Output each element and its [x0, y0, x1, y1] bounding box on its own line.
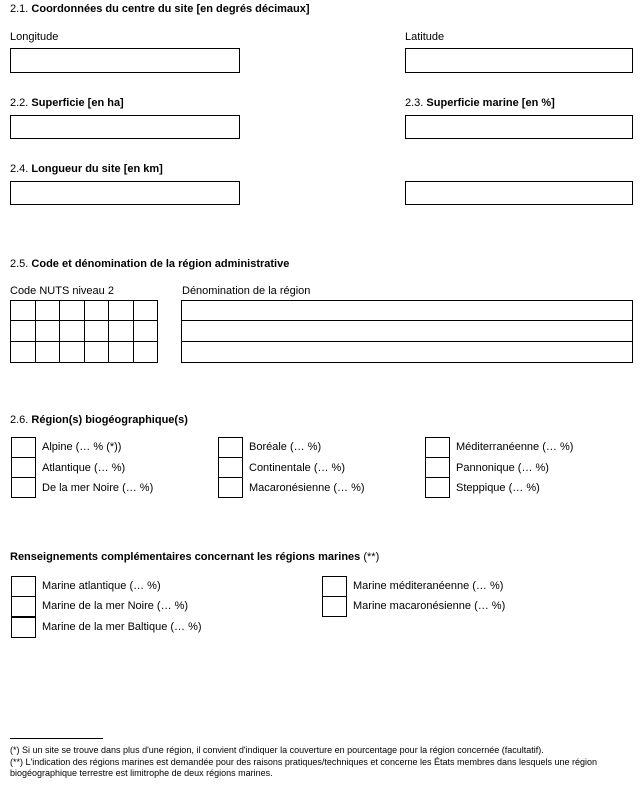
nuts-cell[interactable]	[60, 301, 85, 321]
section-2-5-heading	[10, 258, 289, 270]
section-number: 2.5.	[10, 258, 29, 270]
latitude-field[interactable]	[405, 48, 633, 73]
denomination-row[interactable]	[182, 301, 633, 321]
section-number: 2.2.	[10, 97, 29, 109]
footnote-rule	[10, 738, 103, 739]
bio-label: De la mer Noire (… %)	[42, 482, 154, 494]
section-number: 2.6.	[10, 414, 29, 426]
section-title: Région(s) biogéographique(s)	[31, 414, 188, 426]
checkbox-mer-noire[interactable]	[11, 477, 36, 498]
bio-label: Steppique (… %)	[456, 482, 540, 494]
bio-label: Boréale (… %)	[249, 441, 322, 453]
marine-title: Renseignements complémentaires concernant les régions marines	[10, 551, 361, 563]
checkbox-atlantique[interactable]	[11, 457, 36, 478]
nuts-cell[interactable]	[133, 342, 158, 363]
section-number: 2.4.	[10, 163, 29, 175]
checkbox-continentale[interactable]	[218, 457, 243, 478]
marine-label: Marine de la mer Baltique (… %)	[42, 621, 202, 633]
marine-label: Marine macaronésienne (… %)	[353, 600, 506, 612]
section-title: Code et dénomination de la région administrative	[31, 258, 290, 270]
denomination-label: Dénomination de la région	[182, 285, 311, 297]
section-2-1-heading	[10, 3, 310, 15]
marine-heading	[10, 551, 379, 563]
checkbox-mediterraneenne[interactable]	[425, 437, 450, 458]
marine-title-note: (**)	[363, 551, 380, 563]
nuts-cell[interactable]	[133, 321, 158, 342]
section-title: Superficie marine [en %]	[426, 97, 555, 109]
section-number: 2.1.	[10, 3, 29, 15]
nuts-cell[interactable]	[35, 301, 60, 321]
checkbox-macaronesienne[interactable]	[218, 477, 243, 498]
nuts-cell[interactable]	[133, 301, 158, 321]
checkbox-marine-atlantique[interactable]	[11, 576, 36, 597]
section-title: Coordonnées du centre du site [en degrés décimaux]	[31, 3, 310, 15]
denomination-grid	[181, 300, 633, 363]
marine-label: Marine atlantique (… %)	[42, 580, 161, 592]
nuts-cell[interactable]	[35, 321, 60, 342]
longueur-field[interactable]	[10, 181, 240, 205]
longitude-field[interactable]	[10, 48, 240, 73]
marine-label: Marine de la mer Noire (… %)	[42, 600, 189, 612]
section-2-2-heading	[10, 97, 124, 109]
checkbox-alpine[interactable]	[11, 437, 36, 458]
section-title: Superficie [en ha]	[31, 97, 124, 109]
longitude-label: Longitude	[10, 31, 59, 43]
superficie-marine-field[interactable]	[405, 115, 633, 139]
section-2-4-heading	[10, 163, 163, 175]
nuts-label: Code NUTS niveau 2	[10, 285, 114, 297]
checkbox-marine-macaronesienne[interactable]	[322, 596, 347, 617]
checkbox-steppique[interactable]	[425, 477, 450, 498]
superficie-field[interactable]	[10, 115, 240, 139]
bio-label: Pannonique (… %)	[456, 462, 549, 474]
footnote-2: (**) L'indication des régions marines est demandée pour des raisons pratiques/techniques et concerne les États membres dans lesquels une région biogéographique terrestre est limitrophe de deux régions marines.	[10, 757, 598, 778]
section-title: Longueur du site [en km]	[31, 163, 163, 175]
section-2-3-heading	[405, 97, 555, 109]
nuts-cell[interactable]	[11, 321, 36, 342]
checkbox-marine-baltique[interactable]	[11, 617, 36, 638]
nuts-code-grid	[10, 300, 158, 363]
checkbox-boreale[interactable]	[218, 437, 243, 458]
bio-label: Atlantique (… %)	[42, 462, 126, 474]
bio-label: Méditerranéenne (… %)	[456, 441, 574, 453]
checkbox-marine-mediterraneenne[interactable]	[322, 576, 347, 597]
extra-field[interactable]	[405, 181, 633, 205]
section-number: 2.3.	[405, 97, 424, 109]
nuts-cell[interactable]	[35, 342, 60, 363]
nuts-cell[interactable]	[60, 342, 85, 363]
nuts-cell[interactable]	[84, 342, 109, 363]
nuts-cell[interactable]	[11, 301, 36, 321]
denomination-row[interactable]	[182, 342, 633, 363]
nuts-cell[interactable]	[109, 342, 134, 363]
section-2-6-heading	[10, 414, 188, 426]
nuts-cell[interactable]	[109, 301, 134, 321]
nuts-cell[interactable]	[109, 321, 134, 342]
nuts-cell[interactable]	[84, 301, 109, 321]
nuts-cell[interactable]	[84, 321, 109, 342]
denomination-row[interactable]	[182, 321, 633, 342]
marine-label: Marine méditeranéenne (… %)	[353, 580, 504, 592]
latitude-label: Latitude	[405, 31, 445, 43]
checkbox-pannonique[interactable]	[425, 457, 450, 478]
bio-label: Continentale (… %)	[249, 462, 345, 474]
nuts-cell[interactable]	[60, 321, 85, 342]
bio-label: Alpine (… % (*))	[42, 441, 122, 453]
checkbox-marine-mer-noire[interactable]	[11, 596, 36, 617]
footnote-1: (*) Si un site se trouve dans plus d'une région, il convient d'indiquer la couverture en pourcentage pour la région concernée (facultatif).	[10, 745, 544, 755]
nuts-cell[interactable]	[11, 342, 36, 363]
bio-label: Macaronésienne (… %)	[249, 482, 365, 494]
